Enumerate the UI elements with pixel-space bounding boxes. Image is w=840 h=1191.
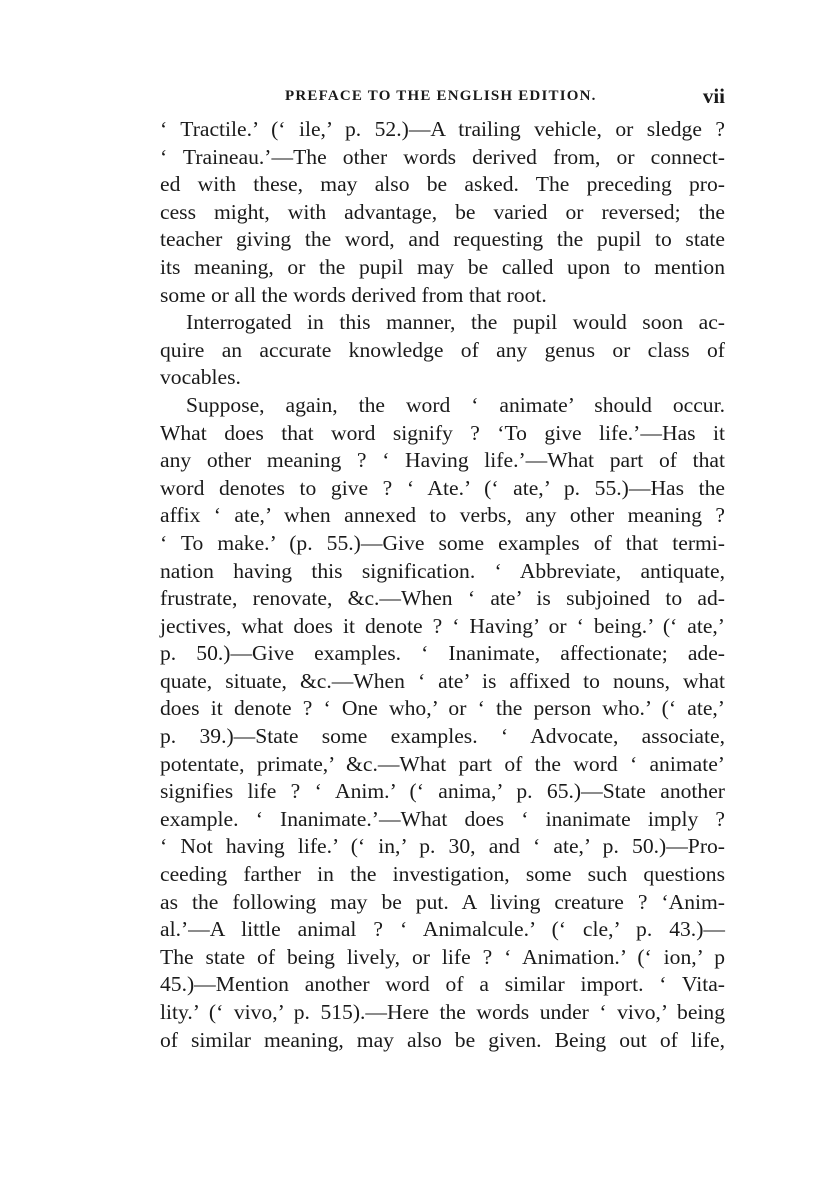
text-line: word denotes to give ? ‘ Ate.’ (‘ ate,’ p. 55.)—Has the bbox=[160, 475, 725, 500]
text-line: vocables. bbox=[160, 365, 241, 390]
text-line: lity.’ (‘ vivo,’ p. 515).—Here the words under ‘ vivo,’ being bbox=[160, 1000, 725, 1024]
text-line: ‘ Tractile.’ (‘ ile,’ p. 52.)—A trailing vehicle, or sledge ? bbox=[160, 117, 725, 141]
text-line: quate, situate, &c.—When ‘ ate’ is affixed to nouns, what bbox=[160, 668, 725, 693]
text-line: of similar meaning, may also be given. Being out of life, bbox=[160, 1027, 725, 1052]
text-line: any other meaning ? ‘ Having life.’—What part of that bbox=[160, 448, 725, 473]
text-line: its meaning, or the pupil may be called upon to mention bbox=[160, 254, 725, 279]
text-line: nation having this signification. ‘ Abbreviate, antiquate, bbox=[160, 558, 725, 583]
paragraph bbox=[160, 309, 725, 392]
text-line: jectives, what does it denote ? ‘ Having’ or ‘ being.’ (‘ ate,’ bbox=[160, 613, 725, 638]
book-page bbox=[160, 82, 725, 1054]
page-number: vii bbox=[702, 84, 725, 108]
text-line: p. 50.)—Give examples. ‘ Inanimate, affectionate; ade- bbox=[160, 641, 725, 666]
paragraph bbox=[160, 392, 725, 1054]
text-line: some or all the words derived from that root. bbox=[160, 282, 547, 307]
text-line: signifies life ? ‘ Anim.’ (‘ anima,’ p. 65.)—State another bbox=[160, 779, 725, 804]
text-line: frustrate, renovate, &c.—When ‘ ate’ is subjoined to ad- bbox=[160, 586, 725, 611]
text-line: ‘ Traineau.’—The other words derived from, or connect- bbox=[160, 144, 725, 169]
text-line: 45.)—Mention another word of a similar import. ‘ Vita- bbox=[160, 972, 725, 997]
text-line: affix ‘ ate,’ when annexed to verbs, any other meaning ? bbox=[160, 503, 725, 528]
text-line: p. 39.)—State some examples. ‘ Advocate, associate, bbox=[160, 724, 725, 749]
text-line: potentate, primate,’ &c.—What part of the word ‘ animate’ bbox=[160, 751, 725, 776]
text-line: example. ‘ Inanimate.’—What does ‘ inanimate imply ? bbox=[160, 806, 725, 831]
text-line: teacher giving the word, and requesting the pupil to state bbox=[160, 227, 725, 252]
text-line: Suppose, again, the word ‘ animate’ should occur. bbox=[186, 392, 725, 417]
text-line: ‘ To make.’ (p. 55.)—Give some examples of that termi- bbox=[160, 530, 725, 555]
text-line: ceeding farther in the investigation, some such questions bbox=[160, 862, 725, 887]
text-line: Interrogated in this manner, the pupil would soon ac- bbox=[186, 310, 725, 335]
body-text bbox=[160, 116, 725, 1054]
text-line: The state of being lively, or life ? ‘ Animation.’ (‘ ion,’ p bbox=[160, 944, 725, 969]
text-line: quire an accurate knowledge of any genus or class of bbox=[160, 337, 725, 362]
text-line: ed with these, may also be asked. The preceding pro- bbox=[160, 172, 725, 197]
text-line: ‘ Not having life.’ (‘ in,’ p. 30, and ‘ ate,’ p. 50.)—Pro- bbox=[160, 834, 725, 859]
text-line: does it denote ? ‘ One who,’ or ‘ the person who.’ (‘ ate,’ bbox=[160, 696, 725, 721]
paragraph bbox=[160, 116, 725, 309]
text-line: What does that word signify ? ‘To give life.’—Has it bbox=[160, 420, 725, 445]
running-head bbox=[160, 82, 725, 116]
running-head-title: PREFACE TO THE ENGLISH EDITION. bbox=[285, 88, 597, 104]
text-line: al.’—A little animal ? ‘ Animalcule.’ (‘ cle,’ p. 43.)— bbox=[160, 917, 725, 942]
text-line: as the following may be put. A living creature ? ‘Anim- bbox=[160, 889, 725, 914]
text-line: cess might, with advantage, be varied or reversed; the bbox=[160, 199, 725, 224]
